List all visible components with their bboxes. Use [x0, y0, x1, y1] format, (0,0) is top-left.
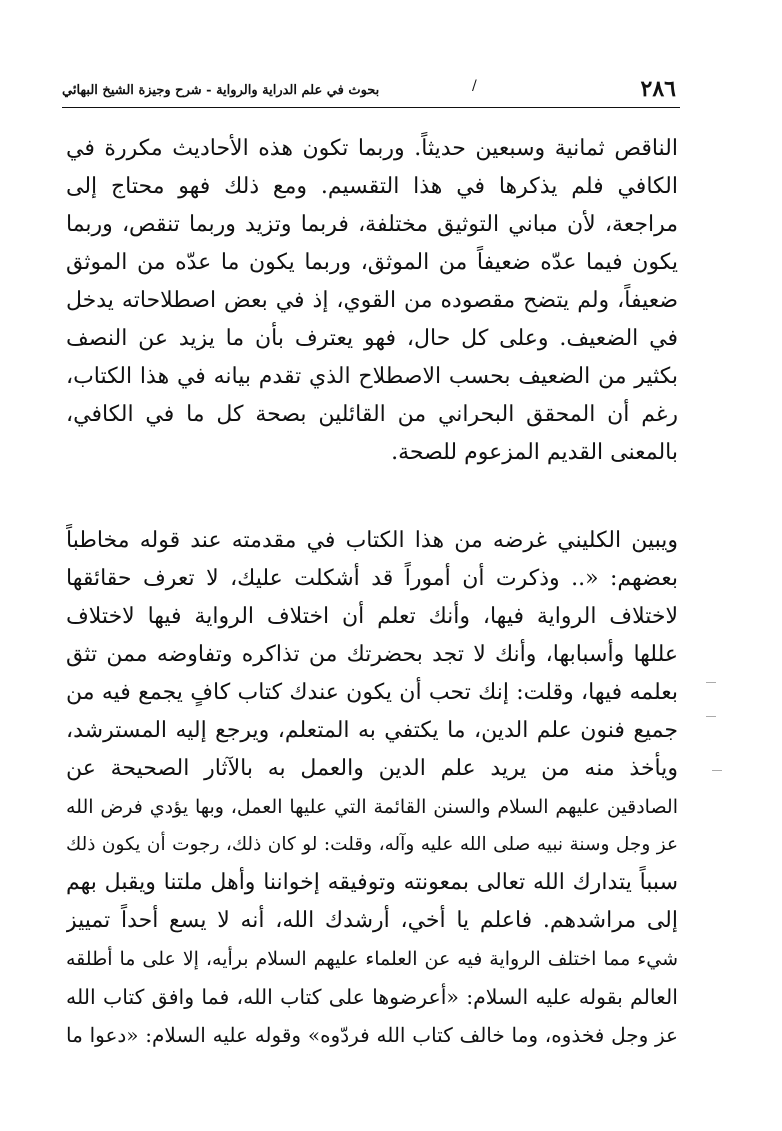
margin-tick	[712, 770, 722, 771]
text-line: يكون فيما عدّه ضعيفاً من الموثق، وربما يكون ما عدّه من الموثق	[66, 250, 678, 275]
text-line: عز وجل وسنة نبيه صلى الله عليه وآله، وقلت: لو كان ذلك، رجوت أن يكون ذلك	[66, 834, 678, 855]
text-line: بعلمه فيها، وقلت: إنك تحب أن يكون عندك كتاب كافٍ يجمع فيه من	[66, 680, 678, 705]
text-line: عللها وأسبابها، وأنك لا تجد بحضرتك من تذاكره وتفاوضه ممن تثق	[66, 642, 678, 667]
page-number: ٢٨٦	[640, 76, 676, 102]
running-title: بحوث في علم الدراية والرواية - شرح وجيزة الشيخ البهائي	[62, 83, 380, 98]
text-line: عز وجل فخذوه، وما خالف كتاب الله فردّوه» وقوله عليه السلام: «دعوا ما	[66, 1023, 678, 1047]
page-header	[62, 76, 680, 106]
text-line: سبباً يتدارك الله تعالى بمعونته وتوفيقه إخواننا وأهل ملتنا ويقبل بهم	[66, 870, 678, 895]
text-line: شيء مما اختلف الرواية فيه عن العلماء عليهم السلام برأيه، إلا على ما أطلقه	[66, 948, 678, 970]
text-line: بعضهم: «.. وذكرت أن أموراً قد أشكلت عليك، لا تعرف حقائقها	[66, 566, 678, 591]
text-line: بالمعنى القديم المزعوم للصحة.	[391, 440, 678, 465]
text-line: الصادقين عليهم السلام والسنن القائمة التي عليها العمل، وبها يؤدي فرض الله	[66, 796, 678, 818]
text-line: ويبين الكليني غرضه من هذا الكتاب في مقدمته عند قوله مخاطباً	[66, 528, 678, 553]
header-mark: /	[472, 78, 477, 94]
text-line: مراجعة، لأن مباني التوثيق مختلفة، فربما وتزيد وربما تنقص، وربما	[66, 212, 678, 237]
text-line: ويأخذ منه من يريد علم الدين والعمل به بالآثار الصحيحة عن	[66, 756, 678, 781]
paragraph-1	[66, 130, 678, 472]
text-line: جميع فنون علم الدين، ما يكتفي به المتعلم، ويرجع إليه المسترشد،	[66, 718, 678, 743]
text-line: بكثير من الضعيف بحسب الاصطلاح الذي تقدم بيانه في هذا الكتاب،	[66, 364, 678, 389]
text-line: العالم بقوله عليه السلام: «أعرضوها على كتاب الله، فما وافق كتاب الله	[66, 985, 678, 1009]
text-line: ضعيفاً، ولم يتضح مقصوده من القوي، إذ في بعض اصطلاحاته يدخل	[66, 288, 678, 313]
text-line: الناقص ثمانية وسبعين حديثاً. وربما تكون هذه الأحاديث مكررة في	[66, 136, 678, 161]
text-line: لاختلاف الرواية فيها، وأنك تعلم أن اختلاف الرواية فيها لاختلاف	[66, 604, 678, 629]
header-rule	[62, 107, 680, 108]
margin-tick	[706, 716, 716, 717]
text-line: في الضعيف. وعلى كل حال، فهو يعترف بأن ما يزيد عن النصف	[66, 326, 678, 351]
text-line: الكافي فلم يذكرها في هذا التقسيم. ومع ذلك فهو محتاج إلى	[66, 174, 678, 199]
paragraph-2	[66, 522, 678, 1054]
margin-tick	[706, 682, 716, 683]
text-line: إلى مراشدهم. فاعلم يا أخي، أرشدك الله، أنه لا يسع أحداً تمييز	[66, 908, 678, 933]
text-line: رغم أن المحقق البحراني من القائلين بصحة كل ما في الكافي،	[66, 402, 678, 427]
